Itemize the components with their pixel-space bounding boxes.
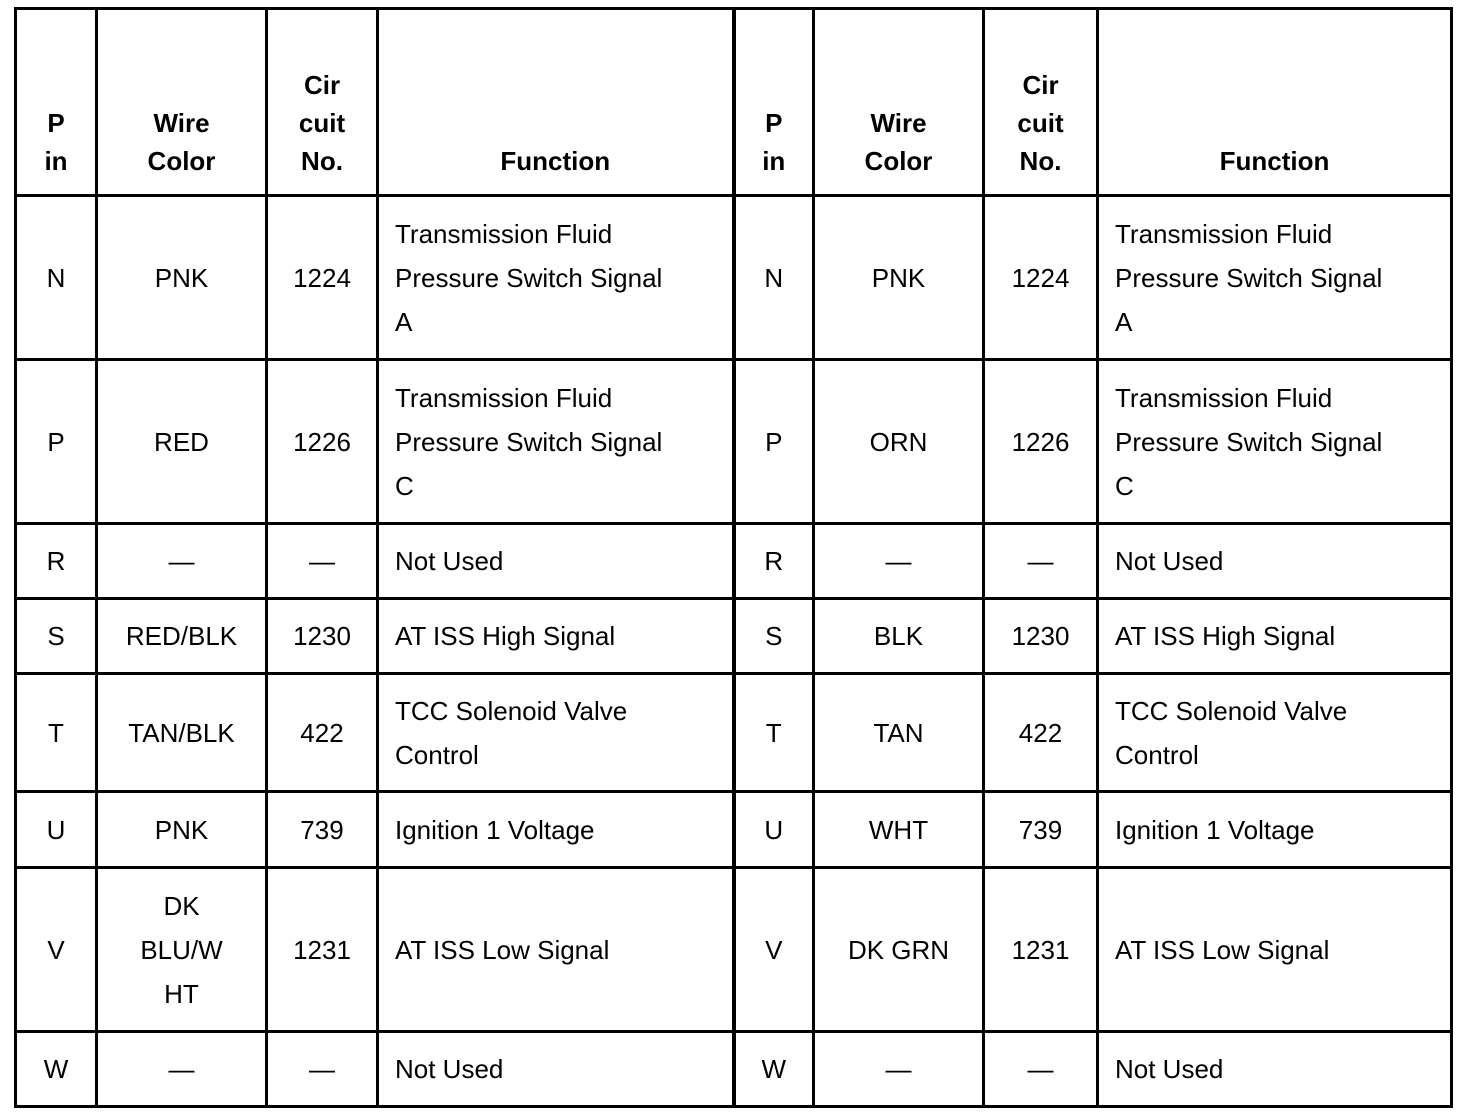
table-row bbox=[16, 196, 1452, 360]
pin-cell: R bbox=[16, 524, 97, 599]
header-circuit-no-left: Cir cuit No. bbox=[267, 9, 378, 196]
circuit-cell: 1230 bbox=[984, 599, 1098, 674]
table-row bbox=[16, 524, 1452, 599]
circuit-cell: 1226 bbox=[267, 360, 378, 524]
wire-color-cell: TAN bbox=[814, 674, 984, 792]
function-cell: Not Used bbox=[1098, 524, 1452, 599]
header-wire-color-right: Wire Color bbox=[814, 9, 984, 196]
circuit-cell: — bbox=[984, 1032, 1098, 1107]
wire-color-cell: DK GRN bbox=[814, 868, 984, 1032]
wire-color-cell: RED bbox=[97, 360, 267, 524]
circuit-cell: 1224 bbox=[984, 196, 1098, 360]
pin-cell: V bbox=[16, 868, 97, 1032]
pin-cell: N bbox=[16, 196, 97, 360]
wire-color-cell: PNK bbox=[97, 196, 267, 360]
connector-pinout-table bbox=[14, 7, 1453, 1108]
pin-cell: W bbox=[16, 1032, 97, 1107]
circuit-cell: — bbox=[267, 1032, 378, 1107]
table-row bbox=[16, 599, 1452, 674]
wire-color-cell: PNK bbox=[97, 792, 267, 868]
function-cell: Transmission Fluid Pressure Switch Signal C bbox=[378, 360, 734, 524]
table-row bbox=[16, 868, 1452, 1032]
function-cell: Not Used bbox=[1098, 1032, 1452, 1107]
pin-cell: W bbox=[734, 1032, 814, 1107]
pin-cell: R bbox=[734, 524, 814, 599]
pin-cell: N bbox=[734, 196, 814, 360]
wire-color-cell: — bbox=[97, 524, 267, 599]
wire-color-cell: BLK bbox=[814, 599, 984, 674]
pin-cell: U bbox=[16, 792, 97, 868]
function-cell: Not Used bbox=[378, 524, 734, 599]
pin-cell: U bbox=[734, 792, 814, 868]
wire-color-cell: RED/BLK bbox=[97, 599, 267, 674]
table-row bbox=[16, 674, 1452, 792]
table-row bbox=[16, 360, 1452, 524]
pin-cell: S bbox=[734, 599, 814, 674]
function-cell: Ignition 1 Voltage bbox=[378, 792, 734, 868]
pin-cell: S bbox=[16, 599, 97, 674]
function-cell: Transmission Fluid Pressure Switch Signal C bbox=[1098, 360, 1452, 524]
circuit-cell: 1231 bbox=[984, 868, 1098, 1032]
wire-color-cell: ORN bbox=[814, 360, 984, 524]
function-cell: AT ISS Low Signal bbox=[1098, 868, 1452, 1032]
circuit-cell: — bbox=[267, 524, 378, 599]
pin-cell: P bbox=[16, 360, 97, 524]
header-pin-left: P in bbox=[16, 9, 97, 196]
circuit-cell: 1226 bbox=[984, 360, 1098, 524]
function-cell: AT ISS Low Signal bbox=[378, 868, 734, 1032]
header-function-right: Function bbox=[1098, 9, 1452, 196]
function-cell: Ignition 1 Voltage bbox=[1098, 792, 1452, 868]
table-row bbox=[16, 1032, 1452, 1107]
circuit-cell: 1230 bbox=[267, 599, 378, 674]
circuit-cell: 739 bbox=[984, 792, 1098, 868]
circuit-cell: 422 bbox=[267, 674, 378, 792]
function-cell: Not Used bbox=[378, 1032, 734, 1107]
wire-color-cell: — bbox=[97, 1032, 267, 1107]
wire-color-cell: TAN/BLK bbox=[97, 674, 267, 792]
function-cell: AT ISS High Signal bbox=[1098, 599, 1452, 674]
pin-cell: V bbox=[734, 868, 814, 1032]
pin-cell: P bbox=[734, 360, 814, 524]
pin-cell: T bbox=[16, 674, 97, 792]
circuit-cell: — bbox=[984, 524, 1098, 599]
wire-color-cell: — bbox=[814, 524, 984, 599]
wire-color-cell: WHT bbox=[814, 792, 984, 868]
function-cell: TCC Solenoid Valve Control bbox=[1098, 674, 1452, 792]
wire-color-cell: PNK bbox=[814, 196, 984, 360]
wire-color-cell: DK BLU/W HT bbox=[97, 868, 267, 1032]
function-cell: TCC Solenoid Valve Control bbox=[378, 674, 734, 792]
circuit-cell: 1224 bbox=[267, 196, 378, 360]
wire-color-cell: — bbox=[814, 1032, 984, 1107]
function-cell: Transmission Fluid Pressure Switch Signal A bbox=[378, 196, 734, 360]
circuit-cell: 1231 bbox=[267, 868, 378, 1032]
table-row bbox=[16, 792, 1452, 868]
header-wire-color-left: Wire Color bbox=[97, 9, 267, 196]
header-circuit-no-right: Cir cuit No. bbox=[984, 9, 1098, 196]
header-function-left: Function bbox=[378, 9, 734, 196]
pin-cell: T bbox=[734, 674, 814, 792]
function-cell: AT ISS High Signal bbox=[378, 599, 734, 674]
header-row bbox=[16, 9, 1452, 196]
header-pin-right: P in bbox=[734, 9, 814, 196]
function-cell: Transmission Fluid Pressure Switch Signal A bbox=[1098, 196, 1452, 360]
circuit-cell: 422 bbox=[984, 674, 1098, 792]
circuit-cell: 739 bbox=[267, 792, 378, 868]
